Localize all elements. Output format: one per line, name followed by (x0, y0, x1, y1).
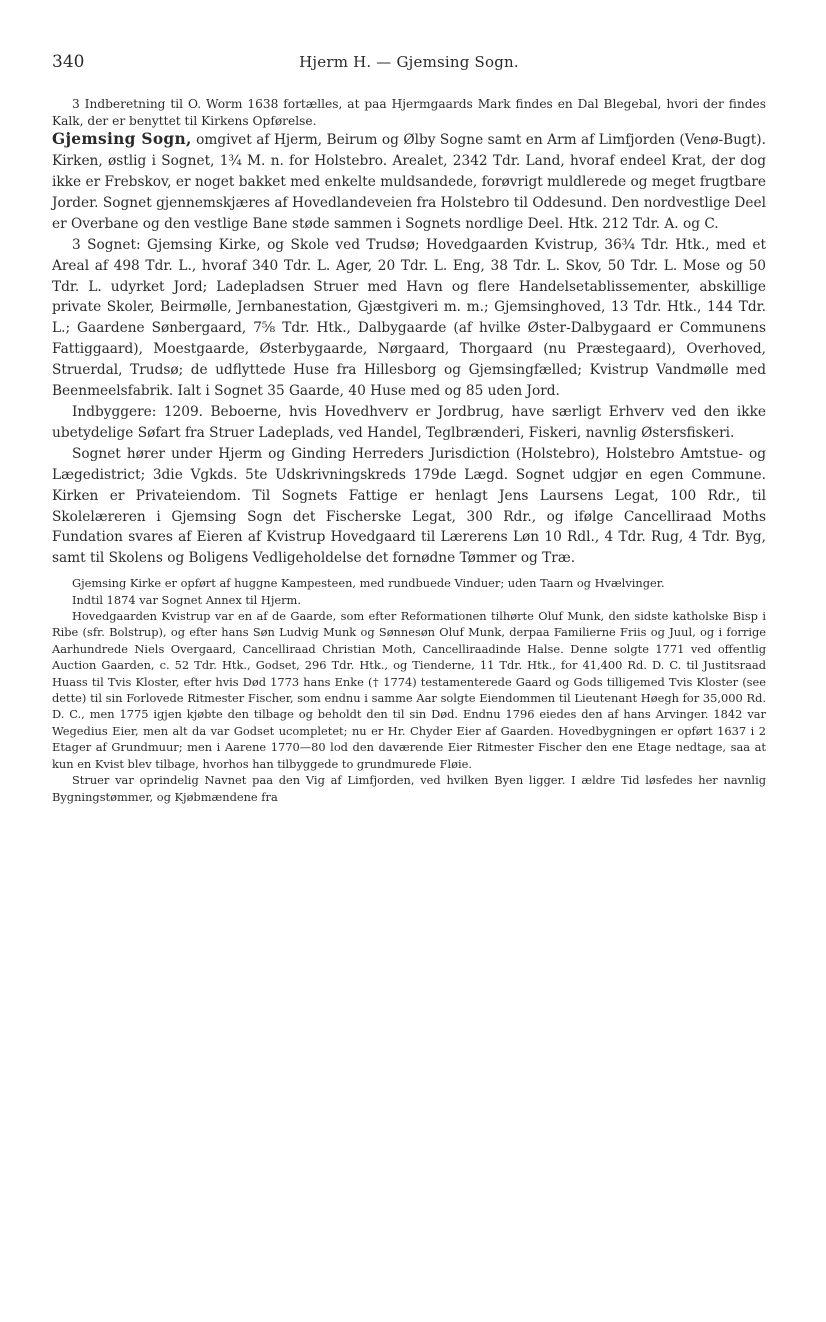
note-church: Gjemsing Kirke er opført af huggne Kampesteen, med rundbuede Vinduer; uden Taarn og Hvælvinger. (72, 576, 665, 591)
notes-section (52, 575, 766, 805)
entry-paragraph-1-text: omgivet af Hjerm, Beirum og Ølby Sogne samt en Arm af Limfjorden (Venø-Bugt). Kirken, østlig i Sognet, 1¾ M. n. for Holstebro. Arealet, 2342 Tdr. Land, hvoraf endeel Krat, der dog ikke er Frebskov, er noget bakket med enkelte muldsandede, forøvrigt muldlerede og meget frugtbare Jorder. Sognet gjennemskjæres af Hovedlandeveien fra Holstebro til Oddesund. Den nordvestlige Deel er Overbane og den vestlige Bane støde sammen i Sognets nordlige Deel. Htk. 212 Tdr. A. og C. (52, 132, 766, 232)
note-annex: Indtil 1874 var Sognet Annex til Hjerm. (72, 592, 301, 607)
entry-title: Gjemsing Sogn, (52, 130, 192, 149)
entry-paragraph-1 (52, 129, 766, 235)
note-struer: Struer var oprindelig Navnet paa den Vig af Limfjorden, ved hvilken Byen ligger. I ældre Tid løsfedes her navnlig Bygningstømmer, og Kjøbmændene fra (52, 773, 766, 804)
intro-footnote: 3 Indberetning til O. Worm 1638 fortælles, at paa Hjermgaards Mark findes en Dal Blegebal, hvori der findes Kalk, der er benyttet til Kirkens Opførelse. (52, 97, 766, 128)
page-header (52, 52, 766, 76)
note-kvistrup: Hovedgaarden Kvistrup var en af de Gaarde, som efter Reformationen tilhørte Oluf Munk, den sidste katholske Bisp i Ribe (sfr. Bolstrup), og efter hans Søn Ludvig Munk og Sønnesøn Oluf Munk, derpaa Familierne Friis og Juul, og i forrige Aarhundrede Niels Overgaard, Cancelliraad Christian Moth, Cancelliraadinde Halse. Denne solgte 1771 ved offentlig Auction Gaarden, c. 52 Tdr. Htk., Godset, 296 Tdr. Htk., og Tienderne, 11 Tdr. Htk., for 41,400 Rd. D. C. til Justitsraad Huass til Tvis Kloster, efter hvis Død 1773 hans Enke († 1774) testamenterede Gaard og Gods tilligemed Tvis Kloster (see dette) til sin Forlovede Ritmester Fischer, som endnu i samme Aar solgte Eiendommen til Lieutenant Høegh for 35,000 Rd. D. C., men 1775 igjen kjøbte den tilbage og beholdt den til sin Død. Endnu 1796 eiedes den af hans Arvinger. 1842 var Wegedius Eier, men alt da var Godset ucompletet; nu er Hr. Chyder Eier af Gaarden. Hovedbygningen er opført 1637 i 2 Etager af Grundmuur; men i Aarene 1770—80 lod den daværende Eier Ritmester Fischer den ene Etage nedtage, saa at kun en Kvist blev tilbage, hvorhos han tilbyggede to grundmurede Fløie. (52, 609, 766, 771)
page-number: 340 (52, 52, 85, 72)
entry-paragraph-4: Sognet hører under Hjerm og Ginding Herreders Jurisdiction (Holstebro), Holstebro Amtstue- og Lægedistrict; 3die Vgkds. 5te Udskrivningskreds 179de Lægd. Sognet udgjør en egen Commune. Kirken er Privateiendom. Til Sognets Fattige er henlagt Jens Laursens Legat, 100 Rdr., til Skolelæreren i Gjemsing Sogn det Fischerske Legat, 300 Rdr., og ifølge Cancelliraad Moths Fundation svares af Eieren af Kvistrup Hovedgaard til Lærerens Løn 10 Rdl., 4 Tdr. Rug, 4 Tdr. Byg, samt til Skolens og Boligens Vedligeholdelse det fornødne Tømmer og Træ. (52, 445, 766, 567)
entry-paragraph-3: Indbyggere: 1209. Beboerne, hvis Hovedhverv er Jordbrug, have særligt Erhverv ved den ikke ubetydelige Søfart fra Struer Ladeplads, ved Handel, Teglbrænderi, Fiskeri, navnlig Østersfiskeri. (52, 403, 766, 441)
running-head: Hjerm H. — Gjemsing Sogn. (299, 53, 519, 71)
entry-paragraph-2: 3 Sognet: Gjemsing Kirke, og Skole ved Trudsø; Hovedgaarden Kvistrup, 36¾ Tdr. Htk., med et Areal af 498 Tdr. L., hvoraf 340 Tdr. L. Ager, 20 Tdr. L. Eng, 38 Tdr. L. Skov, 50 Tdr. L. Mose og 50 Tdr. L. udyrket Jord; Ladepladsen Struer med Havn og flere Handelsetablissementer, abskillige private Skoler, Beirmølle, Jernbanestation, Gjæstgiveri m. m.; Gjemsinghoved, 13 Tdr. Htk., 144 Tdr. L.; Gaardene Sønbergaard, 7⅝ Tdr. Htk., Dalbygaarde (af hvilke Øster-Dalbygaard er Communens Fattiggaard), Moestgaarde, Østerbygaarde, Nørgaard, Thorgaard (nu Præstegaard), Overhoved, Struerdal, Trudsø; de udflyttede Huse fra Hillesborg og Gjemsingfælled; Kvistrup Vandmølle med Beenmeelsfabrik. Ialt i Sognet 35 Gaarde, 40 Huse med og 85 uden Jord. (52, 236, 766, 400)
page-content (52, 96, 766, 805)
